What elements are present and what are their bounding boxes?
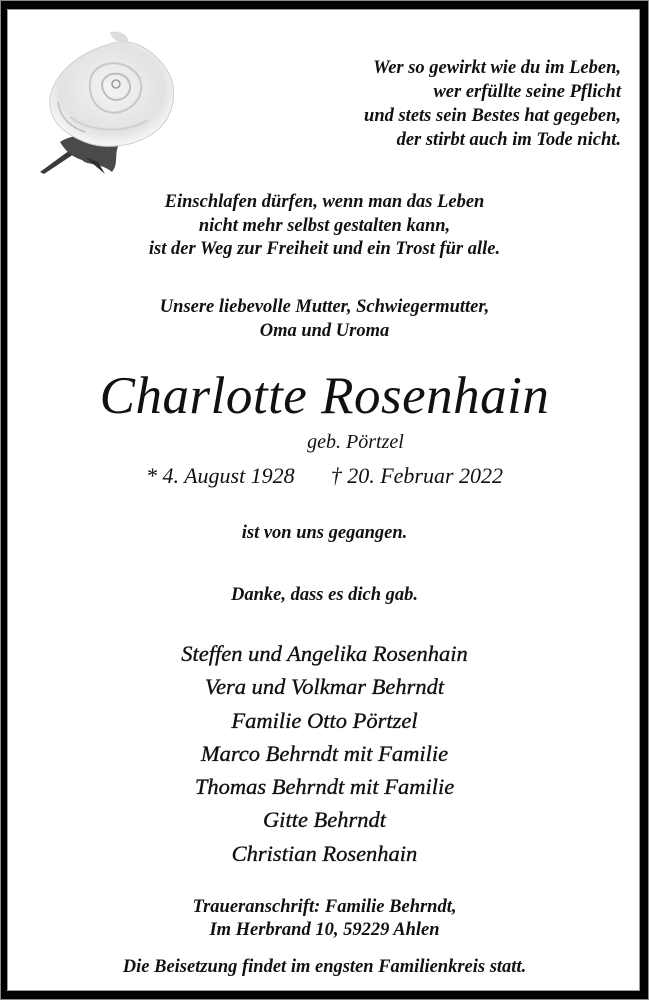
- quote-line: ist der Weg zur Freiheit und ein Trost für alle.: [148, 239, 501, 259]
- poem: [364, 56, 621, 152]
- death-date: † 20. Februar 2022: [330, 463, 504, 488]
- quote: [8, 191, 641, 262]
- address-line: Traueranschrift: Familie Behrndt,: [192, 897, 457, 917]
- intro-line: Unsere liebevolle Mutter, Schwiegermutter,: [159, 297, 490, 317]
- mourner: Christian Rosenhain: [231, 840, 418, 866]
- obituary-sheet: [7, 9, 640, 991]
- quote-line: Einschlafen dürfen, wenn man das Leben: [164, 192, 485, 212]
- intro-line: Oma und Uroma: [259, 320, 390, 341]
- mourner: Gitte Behrndt: [262, 807, 387, 833]
- mourning-address: [8, 896, 641, 942]
- poem-line: wer erfüllte seine Pflicht: [433, 82, 621, 102]
- mourner: Steffen und Angelika Rosenhain: [181, 641, 468, 666]
- poem-line: Wer so gewirkt wie du im Leben,: [373, 58, 621, 78]
- birth-date: * 4. August 1928: [145, 463, 295, 488]
- mourners-list: [8, 637, 641, 870]
- quote-line: nicht mehr selbst gestalten kann,: [198, 215, 451, 236]
- intro-text: [8, 296, 641, 343]
- passed-text: ist von uns gegangen.: [241, 523, 408, 543]
- poem-line: der stirbt auch im Tode nicht.: [396, 130, 621, 150]
- mourner: Marco Behrndt mit Familie: [200, 740, 449, 766]
- poem-line: und stets sein Bestes hat gegeben,: [364, 106, 621, 126]
- burial-note: Die Beisetzung findet im engsten Familienkreis statt.: [122, 957, 527, 977]
- mourner: Familie Otto Pörtzel: [231, 707, 418, 733]
- maiden-name: geb. Pörtzel: [307, 431, 404, 453]
- mourner: Vera und Volkmar Behrndt: [204, 674, 445, 700]
- life-dates: [8, 462, 641, 490]
- address-line: Im Herbrand 10, 59229 Ahlen: [209, 920, 440, 940]
- deceased-name: Charlotte Rosenhain: [99, 367, 550, 425]
- rose-icon: [30, 22, 190, 184]
- mourner: Thomas Behrndt mit Familie: [194, 774, 455, 800]
- thanks-text: Danke, dass es dich gab.: [230, 585, 419, 605]
